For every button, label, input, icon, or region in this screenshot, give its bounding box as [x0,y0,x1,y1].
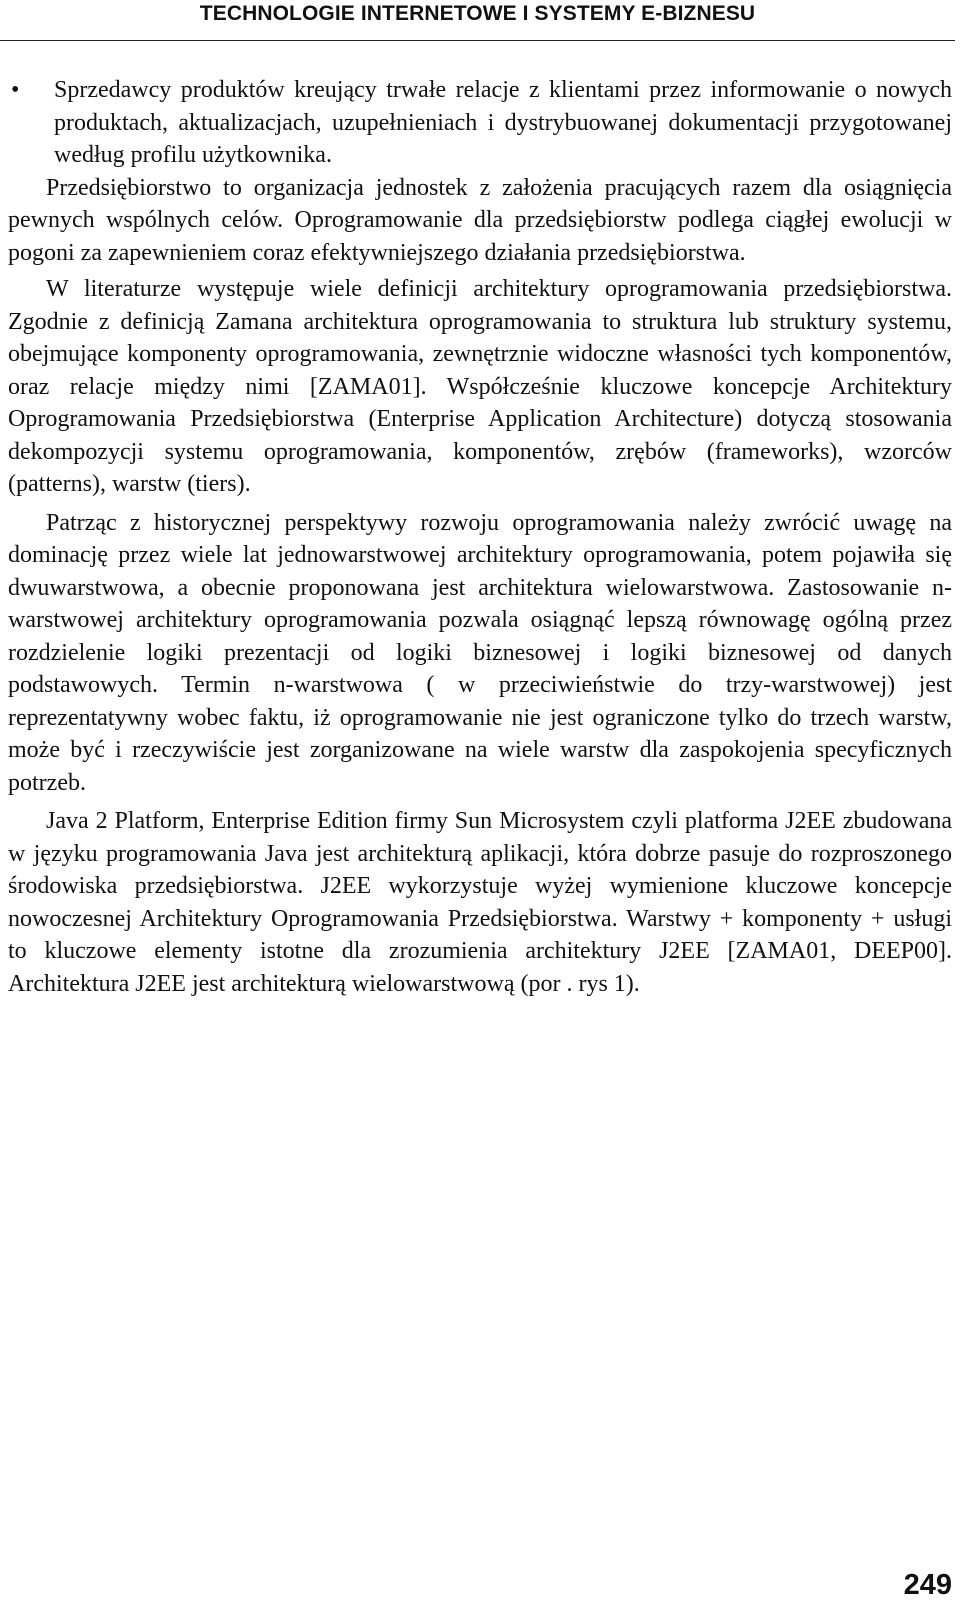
header-title: TECHNOLOGIE INTERNETOWE I SYSTEMY E-BIZNESU [199,2,756,25]
page-body [8,74,952,1000]
bullet-text: Sprzedawcy produktów kreujący trwałe relacje z klientami przez informowanie o nowych produktach, aktualizacjach, uzupełnieniach i dystrybuowanej dokumentacji przygotowanej według profilu użytkownika. [54,77,952,168]
paragraph-j2ee-platform: Java 2 Platform, Enterprise Edition firmy Sun Microsystem czyli platforma J2EE zbudowana w języku programowania Java jest architekturą aplikacji, która dobrze pasuje do rozproszonego środowiska przedsiębiorstwa. J2EE wykorzystuje wyżej wymienione kluczowe koncepcje nowoczesnej Architektury Oprogramowania Przedsiębiorstwa. Warstwy + komponenty + usługi to kluczowe elementy istotne dla zrozumienia architektury J2EE [ZAMA01, DEEP00]. Architektura J2EE jest architekturą wielowarstwową (por . rys 1). [8,808,952,997]
page-number: 249 [903,1569,952,1601]
paragraph-historical-perspective: Patrząc z historycznej perspektywy rozwoju oprogramowania należy zwrócić uwagę na dominację przez wiele lat jednowarstwowej architektury oprogramowania, potem pojawiła się dwuwarstwowa, a obecnie proponowana jest architektura wielowarstwowa. Zastosowanie n-warstwowej architektury oprogramowania pozwala osiągnąć lepszą równowagę ogólną przez rozdzielenie logiki prezentacji od logiki biznesowej i logiki biznesowej od danych podstawowych. Termin n-warstwowa ( w przeciwieństwie do trzy-warstwowej) jest reprezentatywny wobec faktu, iż oprogramowanie nie jest ograniczone tylko do trzech warstw, może być i rzeczywiście jest zorganizowane na wiele warstw dla zaspokojenia specyficznych potrzeb. [8,509,952,796]
paragraph-architecture-definitions: W literaturze występuje wiele definicji architektury oprogramowania przedsiębiorstwa. Zgodnie z definicją Zamana architektura oprogramowania to struktura lub struktury systemu, obejmujące komponenty oprogramowania, zewnętrznie widoczne własności tych komponentów, oraz relacje między nimi [ZAMA01]. Współcześnie kluczowe koncepcje Architektury Oprogramowania Przedsiębiorstwa (Enterprise Application Architecture) dotyczą stosowania dekompozycji systemu oprogramowania, komponentów, zrębów (frameworks), wzorców (patterns), warstw (tiers). [8,276,952,497]
running-header [0,0,955,41]
paragraph-enterprise-definition: Przedsiębiorstwo to organizacja jednostek z założenia pracujących razem dla osiągnięcia pewnych wspólnych celów. Oprogramowanie dla przedsiębiorstw podlega ciągłej ewolucji w pogoni za zapewnieniem coraz efektywniejszego działania przedsiębiorstwa. [8,174,952,266]
bullet-icon: • [11,77,20,103]
bullet-list-item [8,74,952,172]
